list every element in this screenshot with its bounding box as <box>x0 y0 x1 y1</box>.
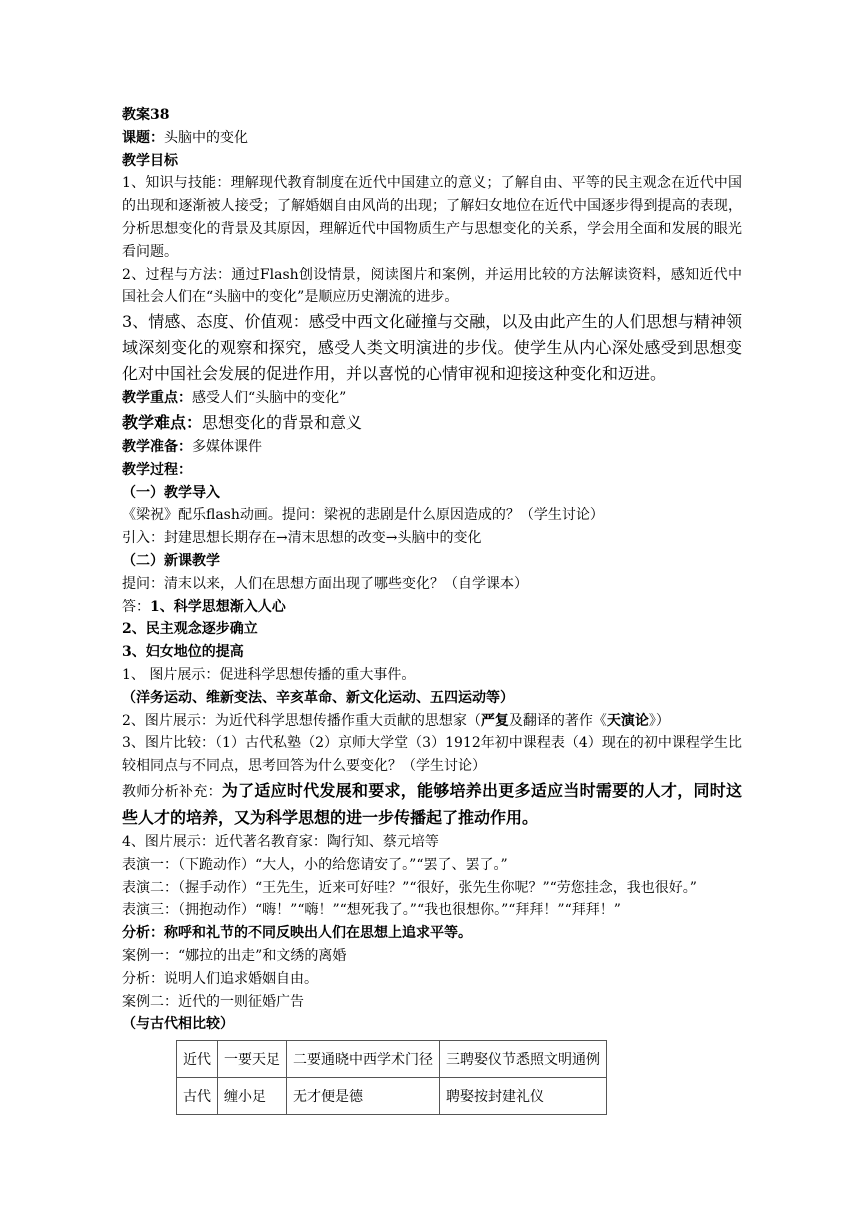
teacher-label: 教师分析补充： <box>122 783 222 800</box>
document-body <box>122 104 742 1036</box>
prep-line <box>122 436 742 459</box>
picture-4-line: 4、图片展示：近代著名教育家：陶行知、蔡元培等 <box>122 833 439 850</box>
goal-knowledge: 1、知识与技能：理解现代教育制度在近代中国建立的意义；了解自由、平等的民主观念在近代中国的出现和逐渐被人接受；了解婚姻自由风尚的出现；了解妇女地位在近代中国逐步得到提高的表现，分析思想变化的背景及其原因，理解近代中国物质生产与思想变化的关系，学会用全面和发展的眼光看问题。 <box>122 175 742 260</box>
table-row <box>177 1041 607 1078</box>
table-cell: 一要天足 <box>218 1041 287 1078</box>
picture-1-events: （洋务运动、维新变法、辛亥革命、新文化运动、五四运动等） <box>122 689 514 706</box>
performance-1: 表演一：（下跪动作）“大人，小的给您请安了。”“罢了、罢了。” <box>122 856 508 873</box>
analysis-1: 分析：称呼和礼节的不同反映出人们在思想上追求平等。 <box>122 925 472 942</box>
difficulty-text: 思想变化的背景和意义 <box>202 412 363 432</box>
answer-2: 2、民主观念逐步确立 <box>122 621 258 638</box>
picture-2-text-a: 2、图片展示：为近代科学思想传播作重大贡献的思想家（ <box>122 712 481 729</box>
prep-label: 教学准备： <box>122 438 192 455</box>
topic-line <box>122 127 742 150</box>
compare-note: （与古代相比较） <box>122 1016 234 1033</box>
goal-process: 2、过程与方法：通过Flash创设情景，阅读图片和案例，并运用比较的方法解读资料，感知近代中国社会人们在“头脑中的变化”是顺应历史潮流的进步。 <box>122 266 742 306</box>
table-cell: 无才便是德 <box>287 1078 440 1115</box>
answer-label: 答： <box>122 598 150 615</box>
performance-3: 表演三：（拥抱动作）“嗨！”“嗨！”“想死我了。”“我也很想你。”“拜拜！”“拜拜！” <box>122 902 621 919</box>
difficulty-line <box>122 410 742 436</box>
key-label: 教学重点： <box>122 390 192 407</box>
table-cell: 古代 <box>177 1078 218 1115</box>
goal-emotion: 3、情感、态度、价值观：感受中西文化碰撞与交融，以及由此产生的人们思想与精神领域深刻变化的观察和探究，感受人类文明演进的步伐。使学生从内心深处感受到思想变化对中国社会发展的促进作用，并以喜悦的心情审视和迎接这种变化和迈进。 <box>122 312 742 384</box>
picture-1-line: 1、 图片展示：促进科学思想传播的重大事件。 <box>122 666 416 683</box>
table-cell: 二要通晓中西学术门径 <box>287 1041 440 1078</box>
answer-3: 3、妇女地位的提高 <box>122 644 244 661</box>
answer-line <box>122 596 742 619</box>
topic-label: 课题： <box>122 129 164 146</box>
analysis-2: 分析：说明人们追求婚姻自由。 <box>122 970 318 987</box>
goals-heading: 教学目标 <box>122 152 178 169</box>
picture-2-text-c: 及翻译的著作《 <box>508 712 607 729</box>
process-heading: 教学过程： <box>122 461 192 478</box>
case-2: 案例二：近代的一则征婚广告 <box>122 993 304 1010</box>
picture-2-text-b: 严复 <box>480 712 509 729</box>
key-point-line <box>122 387 742 410</box>
section-new-heading: （二）新课教学 <box>122 552 220 569</box>
teacher-analysis <box>122 778 742 831</box>
picture-2-line <box>122 710 742 733</box>
table-cell: 近代 <box>177 1041 218 1078</box>
section-intro-heading: （一）教学导入 <box>122 484 220 501</box>
intro-line-1: 《梁祝》配乐flash动画。提问：梁祝的悲剧是什么原因造成的？（学生讨论） <box>122 507 604 524</box>
table-cell: 三聘娶仪节悉照文明通例 <box>440 1041 607 1078</box>
question-line: 提问：清末以来，人们在思想方面出现了哪些变化？（自学课本） <box>122 575 528 592</box>
case-1: 案例一：“娜拉的出走”和文绣的离婚 <box>122 947 347 964</box>
key-text: 感受人们“头脑中的变化” <box>192 390 347 407</box>
table-row <box>177 1078 607 1115</box>
table-cell: 聘娶按封建礼仪 <box>440 1078 607 1115</box>
performance-2: 表演二：（握手动作）“王先生，近来可好哇？”“很好，张先生你呢？”“劳您挂念，我也很好。” <box>122 879 697 896</box>
picture-2-text-d: 天演论 <box>606 712 649 729</box>
prep-text: 多媒体课件 <box>192 438 262 455</box>
answer-1: 1、科学思想渐入人心 <box>150 598 286 615</box>
teacher-text: 为了适应时代发展和要求，能够培养出更多适应当时需要的人才，同时这些人才的培养，又为科学思想的进一步传播起了推动作用。 <box>122 780 742 827</box>
comparison-table <box>176 1040 607 1115</box>
intro-line-2: 引入：封建思想长期存在→清末思想的改变→头脑中的变化 <box>122 530 482 547</box>
topic-text: 头脑中的变化 <box>164 129 248 146</box>
picture-3-paragraph: 3、图片比较：（1）古代私塾（2）京师大学堂（3）1912年初中课程表（4）现在的初中课程学生比较相同点与不同点，思考回答为什么要变化？（学生讨论） <box>122 735 742 775</box>
difficulty-label: 教学难点： <box>122 412 203 432</box>
picture-2-text-e: 》） <box>648 712 670 729</box>
table-cell: 缠小足 <box>218 1078 287 1115</box>
lesson-number: 教案38 <box>122 107 170 123</box>
